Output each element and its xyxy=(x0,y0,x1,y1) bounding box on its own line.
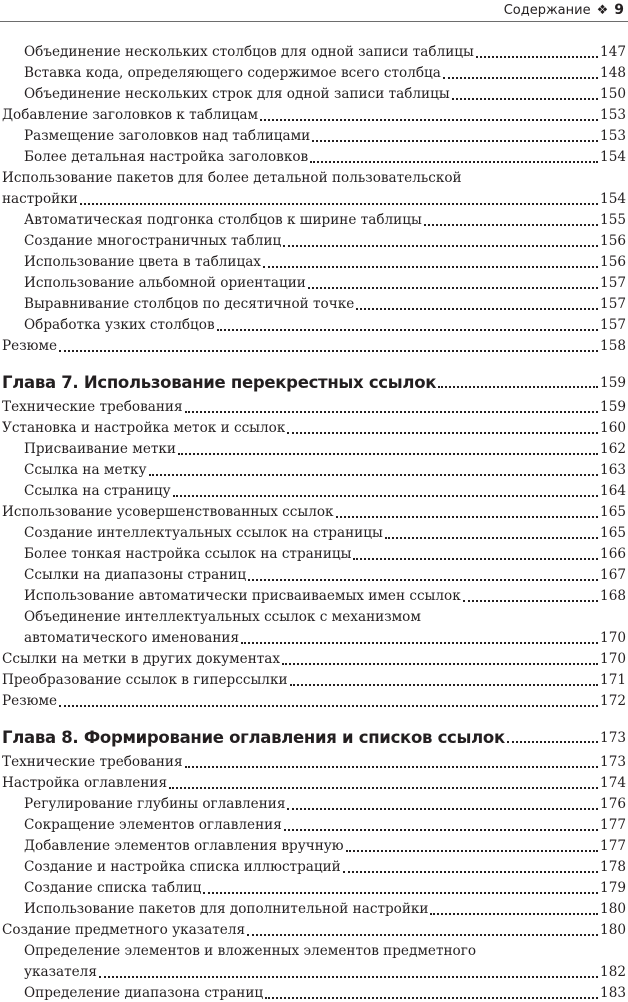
toc-entry[interactable] xyxy=(2,981,626,1002)
toc-block xyxy=(2,208,626,355)
dot-leader xyxy=(310,161,598,163)
toc-entry[interactable] xyxy=(2,771,626,792)
toc-entry-title: Создание и настройка списка иллюстраций xyxy=(24,859,341,875)
toc-entry-title: Ссылка на метку xyxy=(24,462,147,478)
toc-entry[interactable] xyxy=(2,500,626,521)
dot-leader xyxy=(476,56,598,58)
toc-entry[interactable] xyxy=(2,792,626,813)
toc-entry-page: 156 xyxy=(600,233,626,249)
dot-leader xyxy=(282,663,598,665)
toc-entry[interactable] xyxy=(2,145,626,166)
toc-entry-page: 180 xyxy=(600,922,626,938)
toc-entry-page: 165 xyxy=(600,525,626,541)
toc-entry-title: Более детальная настройка заголовков xyxy=(24,149,309,165)
toc-entry-page: 164 xyxy=(600,483,626,499)
dot-leader xyxy=(353,558,598,560)
dot-leader xyxy=(248,579,598,581)
toc-entry[interactable] xyxy=(2,250,626,271)
toc-entry-title: Сокращение элементов оглавления xyxy=(24,817,282,833)
toc-entry-title: Объединение нескольких столбцов для одной записи таблицы xyxy=(24,44,474,60)
toc-entry-title: Размещение заголовков над таблицами xyxy=(24,128,311,144)
dot-leader xyxy=(438,386,598,388)
toc-entry-title: Создание интеллектуальных ссылок на страницы xyxy=(24,525,383,541)
toc-entry[interactable] xyxy=(2,208,626,229)
toc-entry-title: Автоматическая подгонка столбцов к ширине таблицы xyxy=(24,212,422,228)
dot-leader xyxy=(343,871,598,873)
toc-entry-title-line2: указателя xyxy=(24,964,97,980)
toc-entry[interactable] xyxy=(2,103,626,124)
toc-entry-page: 170 xyxy=(600,630,626,646)
chapter-title: Глава 8. Формирование оглавления и списков ссылок xyxy=(2,728,505,747)
toc-entry[interactable] xyxy=(2,918,626,939)
dot-leader xyxy=(260,119,598,121)
toc-entry-title: Использование цвета в таблицах xyxy=(24,254,261,270)
toc-entry[interactable] xyxy=(2,834,626,855)
toc-entry-page: 182 xyxy=(600,964,626,980)
toc-block xyxy=(2,40,626,166)
dot-leader xyxy=(385,537,598,539)
toc-entry[interactable] xyxy=(2,584,626,605)
dot-leader xyxy=(312,140,598,142)
dot-leader xyxy=(336,516,599,518)
chapter-page: 173 xyxy=(600,730,626,746)
toc-entry-page: 154 xyxy=(600,149,626,165)
toc-entry-wrapped[interactable] xyxy=(2,605,626,647)
chapter-heading-8[interactable] xyxy=(2,724,626,747)
toc-entry-page: 158 xyxy=(600,338,626,354)
toc-block xyxy=(2,647,626,710)
toc-entry-title: Объединение нескольких строк для одной записи таблицы xyxy=(24,86,450,102)
toc-entry-page: 154 xyxy=(600,191,626,207)
dot-leader xyxy=(443,77,598,79)
dot-leader xyxy=(287,432,598,434)
toc-block xyxy=(2,981,626,1002)
toc-entry-title: Создание многостраничных таблиц xyxy=(24,233,282,249)
toc-entry-page: 155 xyxy=(600,212,626,228)
dot-leader xyxy=(217,329,598,331)
toc-entry-title-line1: Использование пакетов для более детальной пользовательской xyxy=(2,170,462,186)
toc-entry-title: Использование пакетов для дополнительной настройки xyxy=(24,901,429,917)
toc-block xyxy=(2,750,626,939)
toc-entry-page: 176 xyxy=(600,796,626,812)
toc-entry-page: 177 xyxy=(600,817,626,833)
toc-entry-title: Ссылка на страницу xyxy=(24,483,171,499)
dot-leader xyxy=(59,705,598,707)
toc-entry[interactable] xyxy=(2,124,626,145)
dot-leader xyxy=(283,245,598,247)
toc-entry[interactable] xyxy=(2,229,626,250)
toc-entry-title: Создание списка таблиц xyxy=(24,880,202,896)
toc-entry-page: 165 xyxy=(600,504,626,520)
toc-entry-title: Присваивание метки xyxy=(24,441,176,457)
table-of-contents xyxy=(2,40,626,1002)
toc-entry-title: Использование автоматически присваиваемых имен ссылок xyxy=(24,588,461,604)
toc-entry-page: 153 xyxy=(600,107,626,123)
toc-entry[interactable] xyxy=(2,334,626,355)
toc-entry-wrapped[interactable] xyxy=(2,166,626,208)
toc-entry-title: Более тонкая настройка ссылок на страницы xyxy=(24,546,352,562)
dot-leader xyxy=(346,850,598,852)
toc-entry[interactable] xyxy=(2,647,626,668)
toc-entry[interactable] xyxy=(2,40,626,61)
running-header xyxy=(0,0,628,22)
toc-entry[interactable] xyxy=(2,313,626,334)
dot-leader xyxy=(263,266,598,268)
dot-leader xyxy=(169,787,598,789)
toc-entry-page: 179 xyxy=(600,880,626,896)
toc-block xyxy=(2,395,626,605)
toc-entry-title: Вставка кода, определяющего содержимое всего столбца xyxy=(24,65,441,81)
toc-entry[interactable] xyxy=(2,395,626,416)
dot-leader xyxy=(430,913,598,915)
toc-entry-page: 159 xyxy=(600,399,626,415)
dot-leader xyxy=(247,934,598,936)
running-header-text xyxy=(504,2,624,18)
toc-entry[interactable] xyxy=(2,458,626,479)
dot-leader xyxy=(265,997,598,999)
toc-entry-title-line2: автоматического именования xyxy=(24,630,240,646)
section-name: Содержание xyxy=(503,3,591,18)
dot-leader xyxy=(80,203,598,205)
toc-entry-title: Использование усовершенствованных ссылок xyxy=(2,504,334,520)
toc-entry-title: Использование альбомной ориентации xyxy=(24,275,306,291)
toc-entry[interactable] xyxy=(2,479,626,500)
dot-leader xyxy=(185,766,598,768)
toc-entry-title: Ссылки на диапазоны страниц xyxy=(24,567,247,583)
toc-entry[interactable] xyxy=(2,61,626,82)
toc-entry-title: Преобразование ссылок в гиперссылки xyxy=(2,672,288,688)
ornament-icon: ❖ xyxy=(596,3,609,18)
toc-entry-title: Настройка оглавления xyxy=(2,775,168,791)
toc-entry-title: Технические требования xyxy=(2,754,183,770)
toc-entry-page: 170 xyxy=(600,651,626,667)
dot-leader xyxy=(463,600,598,602)
toc-entry-page: 171 xyxy=(600,672,626,688)
dot-leader xyxy=(356,308,598,310)
toc-entry-page: 173 xyxy=(600,754,626,770)
toc-entry-title: Установка и настройка меток и ссылок xyxy=(2,420,286,436)
toc-entry[interactable] xyxy=(2,813,626,834)
chapter-title: Глава 7. Использование перекрестных ссылок xyxy=(2,373,437,392)
toc-entry-title: Регулирование глубины оглавления xyxy=(24,796,286,812)
dot-leader xyxy=(287,808,598,810)
dot-leader xyxy=(308,287,598,289)
dot-leader xyxy=(149,474,599,476)
toc-entry-page: 174 xyxy=(600,775,626,791)
toc-entry-title-line2: настройки xyxy=(2,191,78,207)
toc-entry[interactable] xyxy=(2,521,626,542)
toc-entry-title: Ссылки на метки в других документах xyxy=(2,651,281,667)
toc-entry-page: 147 xyxy=(600,44,626,60)
toc-entry-page: 157 xyxy=(600,275,626,291)
toc-entry-page: 160 xyxy=(600,420,626,436)
toc-entry-page: 168 xyxy=(600,588,626,604)
toc-entry-title: Резюме xyxy=(2,338,58,354)
toc-entry-page: 183 xyxy=(600,985,626,1001)
toc-entry-page: 172 xyxy=(600,693,626,709)
toc-entry[interactable] xyxy=(2,542,626,563)
toc-entry-title-line1: Объединение интеллектуальных ссылок с механизмом xyxy=(24,609,421,625)
toc-entry-page: 166 xyxy=(600,546,626,562)
toc-entry-title: Определение диапазона страниц xyxy=(24,985,264,1001)
chapter-heading-7[interactable] xyxy=(2,369,626,392)
toc-entry[interactable] xyxy=(2,750,626,771)
toc-entry-page: 157 xyxy=(600,317,626,333)
dot-leader xyxy=(99,976,598,978)
dot-leader xyxy=(284,829,598,831)
toc-entry-page: 156 xyxy=(600,254,626,270)
toc-entry[interactable] xyxy=(2,437,626,458)
dot-leader xyxy=(241,642,598,644)
toc-entry-page: 177 xyxy=(600,838,626,854)
dot-leader xyxy=(59,350,598,352)
toc-entry-page: 153 xyxy=(600,128,626,144)
toc-entry[interactable] xyxy=(2,876,626,897)
toc-entry[interactable] xyxy=(2,82,626,103)
toc-entry[interactable] xyxy=(2,689,626,710)
toc-entry-title: Добавление элементов оглавления вручную xyxy=(24,838,344,854)
toc-entry[interactable] xyxy=(2,271,626,292)
chapter-page: 159 xyxy=(600,375,626,391)
dot-leader xyxy=(185,411,598,413)
dot-leader xyxy=(452,98,598,100)
toc-entry-page: 163 xyxy=(600,462,626,478)
toc-entry-page: 148 xyxy=(600,65,626,81)
toc-entry[interactable] xyxy=(2,563,626,584)
dot-leader xyxy=(178,453,598,455)
dot-leader xyxy=(424,224,598,226)
toc-entry-title: Обработка узких столбцов xyxy=(24,317,215,333)
toc-entry-title: Выравнивание столбцов по десятичной точке xyxy=(24,296,355,312)
dot-leader xyxy=(507,741,598,743)
toc-entry-title: Создание предметного указателя xyxy=(2,922,246,938)
toc-entry-page: 157 xyxy=(600,296,626,312)
toc-entry-page: 178 xyxy=(600,859,626,875)
dot-leader xyxy=(290,684,599,686)
toc-entry-wrapped[interactable] xyxy=(2,939,626,981)
toc-entry[interactable] xyxy=(2,855,626,876)
toc-entry-title: Добавление заголовков к таблицам xyxy=(2,107,259,123)
toc-entry-page: 180 xyxy=(600,901,626,917)
toc-entry-page: 167 xyxy=(600,567,626,583)
dot-leader xyxy=(203,892,598,894)
toc-entry[interactable] xyxy=(2,292,626,313)
toc-entry-page: 150 xyxy=(600,86,626,102)
toc-entry-page: 162 xyxy=(600,441,626,457)
toc-entry-title: Резюме xyxy=(2,693,58,709)
toc-entry-title: Технические требования xyxy=(2,399,183,415)
dot-leader xyxy=(173,495,598,497)
toc-entry[interactable] xyxy=(2,897,626,918)
toc-entry[interactable] xyxy=(2,668,626,689)
toc-entry[interactable] xyxy=(2,416,626,437)
toc-entry-title-line1: Определение элементов и вложенных элементов предметного xyxy=(24,943,477,959)
page-number: 9 xyxy=(614,2,624,18)
